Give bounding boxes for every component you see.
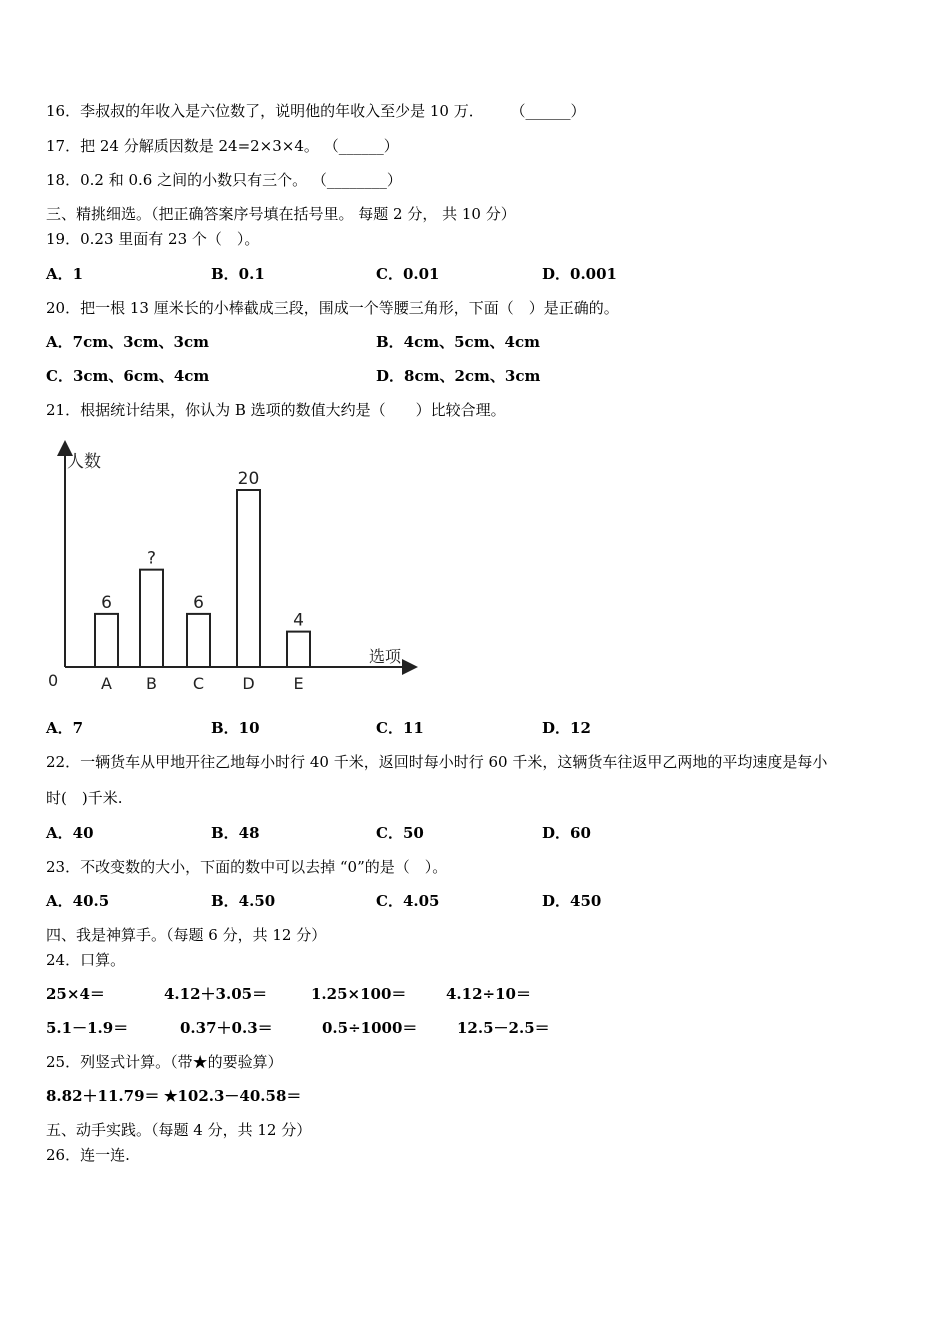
bar-b: [140, 570, 163, 667]
bar-e: [287, 632, 310, 667]
data-label-c: 6: [193, 592, 204, 613]
bar-chart: [40, 440, 420, 700]
section-4-heading: 四、我是神算手。（每题 6 分，共 12 分）: [46, 926, 327, 944]
answer-blank[interactable]: （________）: [311, 171, 402, 189]
question-text: 连一连.: [80, 1146, 130, 1164]
tick-label-a: A: [101, 674, 112, 693]
option-b[interactable]: B．4cm、5cm、4cm: [376, 333, 541, 351]
data-label-d: 20: [237, 469, 260, 489]
calc-item: 5.1－1.9＝: [46, 1019, 129, 1037]
option-b[interactable]: B．4.50: [211, 892, 276, 910]
question-text: 不改变数的大小，下面的数中可以去掉 “0”的是（ ）。: [80, 858, 448, 876]
question-number: 25．: [46, 1053, 81, 1071]
question-number: 17．: [46, 137, 81, 155]
option-b[interactable]: B．10: [211, 719, 260, 737]
question-text: 口算。: [80, 951, 126, 969]
question-21: [46, 400, 506, 420]
option-d[interactable]: D．60: [542, 824, 591, 842]
question-number: 21．: [46, 401, 81, 419]
tick-label-d: D: [242, 674, 255, 693]
option-a[interactable]: A．1: [46, 265, 84, 283]
question-18: [46, 170, 402, 190]
question-text: 把一根 13 厘米长的小棒截成三段，围成一个等腰三角形，下面（ ）是正确的。: [80, 299, 619, 317]
question-number: 18．: [46, 171, 81, 189]
question-25: [46, 1052, 283, 1072]
calc-item: 25×4＝: [46, 985, 105, 1003]
calc-item: 4.12＋3.05＝: [164, 985, 268, 1003]
calc-item: 0.5÷1000＝: [322, 1019, 418, 1037]
question-text: 根据统计结果，你认为 B 选项的数值大约是（ ）比较合理。: [80, 401, 506, 419]
question-number: 24．: [46, 951, 81, 969]
option-c[interactable]: C．50: [376, 824, 424, 842]
question-17: [46, 136, 399, 156]
option-a[interactable]: A．40: [46, 824, 94, 842]
bar-c: [187, 614, 210, 667]
calc-item: 8.82＋11.79＝: [46, 1087, 160, 1105]
question-text: 0.2 和 0.6 之间的小数只有三个。: [80, 171, 308, 189]
question-text: 把 24 分解质因数是 24=2×3×4。: [80, 137, 319, 155]
question-number: 26．: [46, 1146, 81, 1164]
option-a[interactable]: A．40.5: [46, 892, 110, 910]
question-22-cont: 时( )千米.: [46, 789, 123, 807]
option-d[interactable]: D．0.001: [542, 265, 617, 283]
option-b[interactable]: B．48: [211, 824, 260, 842]
question-20: [46, 298, 619, 318]
option-c[interactable]: C．0.01: [376, 265, 440, 283]
question-number: 16．: [46, 102, 81, 120]
question-number: 19．: [46, 230, 81, 248]
option-d[interactable]: D．450: [542, 892, 602, 910]
option-a[interactable]: A．7cm、3cm、3cm: [46, 333, 209, 351]
option-c[interactable]: C．3cm、6cm、4cm: [46, 367, 210, 385]
data-label-a: 6: [101, 592, 112, 613]
question-number: 20．: [46, 299, 81, 317]
section-3-heading: 三、精挑细选。（把正确答案序号填在括号里。 每题 2 分， 共 10 分）: [46, 205, 516, 223]
question-text: 列竖式计算。（带★的要验算）: [80, 1053, 283, 1071]
question-number: 23．: [46, 858, 81, 876]
question-22: [46, 752, 827, 772]
question-26: [46, 1145, 130, 1165]
calc-item: 0.37＋0.3＝: [180, 1019, 273, 1037]
data-label-e: 4: [293, 610, 304, 631]
question-24: [46, 950, 125, 970]
x-axis-label: 选项: [369, 647, 402, 666]
option-c[interactable]: C．4.05: [376, 892, 440, 910]
calc-item: 12.5－2.5＝: [457, 1019, 550, 1037]
question-23: [46, 857, 447, 877]
tick-label-e: E: [293, 674, 304, 693]
question-19: [46, 229, 259, 249]
data-label-b: ?: [146, 548, 157, 569]
option-b[interactable]: B．0.1: [211, 265, 265, 283]
tick-label-c: C: [192, 674, 205, 693]
question-text: 0.23 里面有 23 个（ ）。: [80, 230, 260, 248]
answer-blank[interactable]: （______）: [323, 137, 399, 155]
option-d[interactable]: D．12: [542, 719, 591, 737]
calc-item: 4.12÷10＝: [446, 985, 531, 1003]
bar-a: [95, 614, 118, 667]
answer-blank[interactable]: （______）: [510, 102, 586, 120]
calc-item: ★102.3－40.58＝: [164, 1087, 302, 1105]
question-16: [46, 101, 586, 121]
question-text: 李叔叔的年收入是六位数了，说明他的年收入至少是 10 万．: [80, 102, 484, 120]
bar-d: [237, 490, 260, 667]
calc-item: 1.25×100＝: [311, 985, 407, 1003]
question-number: 22．: [46, 753, 81, 771]
question-text: 一辆货车从甲地开往乙地每小时行 40 千米，返回时每小时行 60 千米，这辆货车往返甲乙两地的平均速度是每小: [80, 753, 828, 771]
y-axis-label: 人数: [67, 452, 101, 472]
tick-label-b: B: [146, 674, 157, 693]
option-a[interactable]: A．7: [46, 719, 84, 737]
option-d[interactable]: D．8cm、2cm、3cm: [376, 367, 541, 385]
option-c[interactable]: C．11: [376, 719, 424, 737]
origin-label: 0: [48, 671, 59, 690]
section-5-heading: 五、动手实践。（每题 4 分，共 12 分）: [46, 1121, 312, 1139]
